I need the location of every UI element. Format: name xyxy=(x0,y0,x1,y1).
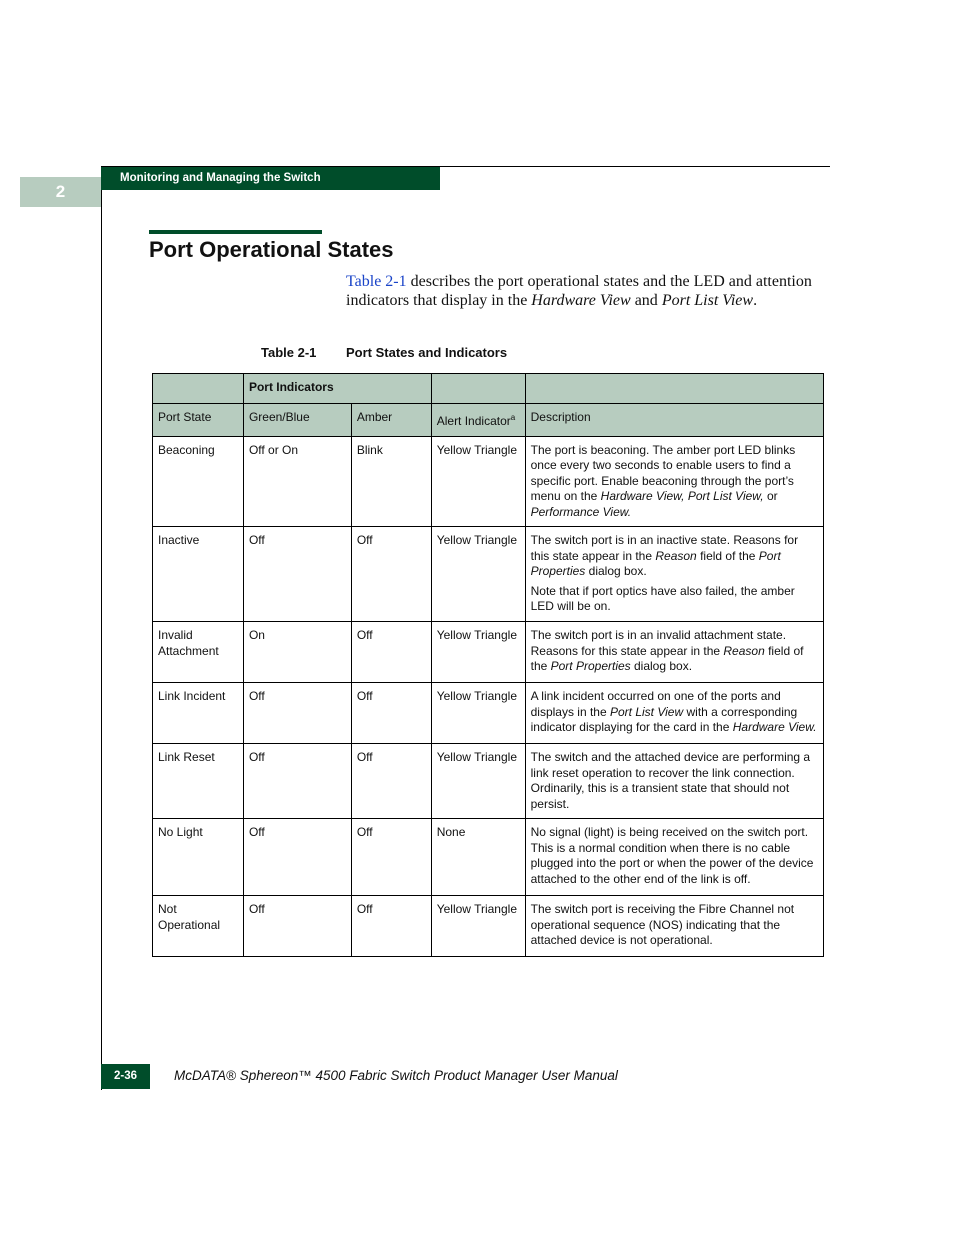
cell-alert: Yellow Triangle xyxy=(431,683,525,744)
description-paragraph xyxy=(531,689,818,736)
description-paragraph xyxy=(531,902,818,949)
cell-description xyxy=(525,896,823,957)
table-row xyxy=(153,744,824,819)
description-emphasis: Hardware View. xyxy=(732,720,817,734)
description-text: The switch port is receiving the Fibre Channel not operational sequence (NOS) indicating that the attached device is not operational. xyxy=(530,902,795,947)
col-header-alert-label: Alert Indicator xyxy=(436,414,511,428)
cell-port-state: Not Operational xyxy=(153,896,244,957)
description-text: field of the xyxy=(696,548,759,563)
cell-amber: Off xyxy=(351,744,431,819)
cell-amber: Off xyxy=(351,896,431,957)
col-header-alert xyxy=(431,404,525,437)
col-header-description: Description xyxy=(525,404,823,437)
description-emphasis: Performance View. xyxy=(530,504,632,519)
cell-green-blue: Off xyxy=(243,896,351,957)
table-reference-link[interactable]: Table 2-1 xyxy=(346,273,407,290)
table-caption-title: Port States and Indicators xyxy=(346,345,508,360)
table-header-cell xyxy=(153,374,244,404)
cell-alert: Yellow Triangle xyxy=(431,896,525,957)
cell-green-blue: Off xyxy=(243,527,351,622)
intro-emphasis-1: Hardware View xyxy=(531,292,631,309)
cell-alert: None xyxy=(431,819,525,896)
description-text: dialog box. xyxy=(585,564,647,578)
description-text: or xyxy=(763,489,778,503)
table-row xyxy=(153,436,824,527)
intro-emphasis-2: Port List View xyxy=(661,292,754,309)
description-text: dialog box. xyxy=(630,659,693,673)
cell-alert: Yellow Triangle xyxy=(431,527,525,622)
cell-alert: Yellow Triangle xyxy=(431,744,525,819)
table-row xyxy=(153,896,824,957)
cell-description xyxy=(525,744,823,819)
cell-description xyxy=(525,436,823,527)
col-header-green-blue: Green/Blue xyxy=(243,404,351,437)
cell-amber: Blink xyxy=(351,436,431,527)
footnote-mark: a xyxy=(510,413,516,422)
description-emphasis: Port Properties xyxy=(550,659,631,673)
cell-alert: Yellow Triangle xyxy=(431,622,525,683)
description-text: A link incident occurred on one of the ports and displays in the xyxy=(530,689,781,719)
intro-text-3: . xyxy=(753,292,758,309)
description-emphasis: Reason xyxy=(723,643,765,658)
description-paragraph xyxy=(531,584,818,615)
cell-amber: Off xyxy=(351,819,431,896)
table-header-cell xyxy=(431,374,525,404)
cell-green-blue: Off or On xyxy=(243,436,351,527)
description-text: field of the xyxy=(530,643,804,673)
col-header-port-state: Port State xyxy=(153,404,244,437)
cell-port-state: Link Reset xyxy=(153,744,244,819)
book-title: McDATA® Sphereon™ 4500 Fabric Switch Product Manager User Manual xyxy=(174,1068,618,1083)
table-column-header-row xyxy=(153,404,824,437)
cell-description xyxy=(525,819,823,896)
cell-description xyxy=(525,622,823,683)
table-row xyxy=(153,527,824,622)
cell-green-blue: Off xyxy=(243,744,351,819)
description-emphasis: Hardware View, Port List View, xyxy=(600,489,764,503)
section-title: Port Operational States xyxy=(149,237,394,262)
cell-amber: Off xyxy=(351,622,431,683)
table-row xyxy=(153,683,824,744)
table-caption-number: Table 2-1 xyxy=(261,345,317,360)
page-number: 2-36 xyxy=(101,1064,150,1089)
cell-green-blue: On xyxy=(243,622,351,683)
intro-text-1: describes the port operational states and the LED and attention indicators that display in the xyxy=(346,273,812,309)
cell-port-state: No Light xyxy=(153,819,244,896)
port-states-table xyxy=(152,373,824,957)
col-header-amber: Amber xyxy=(351,404,431,437)
table-row xyxy=(153,622,824,683)
table-group-header-row xyxy=(153,374,824,404)
description-paragraph xyxy=(531,533,818,580)
description-paragraph xyxy=(531,443,818,521)
cell-port-state: Invalid Attachment xyxy=(153,622,244,683)
intro-paragraph xyxy=(346,272,816,310)
table-row xyxy=(153,819,824,896)
description-text: The switch port is in an invalid attachment state. Reasons for this state appear in the xyxy=(530,628,787,658)
intro-text-2: and xyxy=(630,292,662,309)
chapter-tab: 2 xyxy=(20,177,101,207)
cell-alert: Yellow Triangle xyxy=(431,436,525,527)
margin-rule xyxy=(101,166,102,1090)
description-text: Note that if port optics have also failed, the amber LED will be on. xyxy=(530,583,795,613)
table-caption xyxy=(261,345,507,360)
description-paragraph xyxy=(531,825,818,887)
description-text: The switch port is in an inactive state. Reasons for this state appear in the xyxy=(530,533,799,563)
description-emphasis: Port List View xyxy=(610,704,684,719)
running-header: Monitoring and Managing the Switch xyxy=(101,167,440,190)
cell-port-state: Link Incident xyxy=(153,683,244,744)
cell-port-state: Inactive xyxy=(153,527,244,622)
description-text: The switch and the attached device are performing a link reset operation to recover the link connection. Ordinarily, this is a transient state that should not persist. xyxy=(530,750,811,811)
cell-amber: Off xyxy=(351,683,431,744)
section-title-rule xyxy=(149,230,322,234)
description-text: The port is beaconing. The amber port LED blinks once every two seconds to enable users to find a specific port. Enable beaconing through the port’s menu on the xyxy=(530,442,796,503)
cell-amber: Off xyxy=(351,527,431,622)
table-header-cell xyxy=(525,374,823,404)
cell-green-blue: Off xyxy=(243,683,351,744)
description-paragraph xyxy=(531,628,818,675)
cell-green-blue: Off xyxy=(243,819,351,896)
description-emphasis: Reason xyxy=(655,548,697,563)
cell-port-state: Beaconing xyxy=(153,436,244,527)
cell-description xyxy=(525,683,823,744)
description-text: with a corresponding indicator displaying for the card in the xyxy=(530,704,798,734)
description-emphasis: Port Properties xyxy=(530,548,781,578)
description-text: No signal (light) is being received on the switch port. This is a normal condition when there is no cable plugged into the port or when the power of the device attached to the other end of the link is off. xyxy=(530,825,814,886)
cell-description xyxy=(525,527,823,622)
port-indicators-header: Port Indicators xyxy=(243,374,431,404)
description-paragraph xyxy=(531,750,818,812)
